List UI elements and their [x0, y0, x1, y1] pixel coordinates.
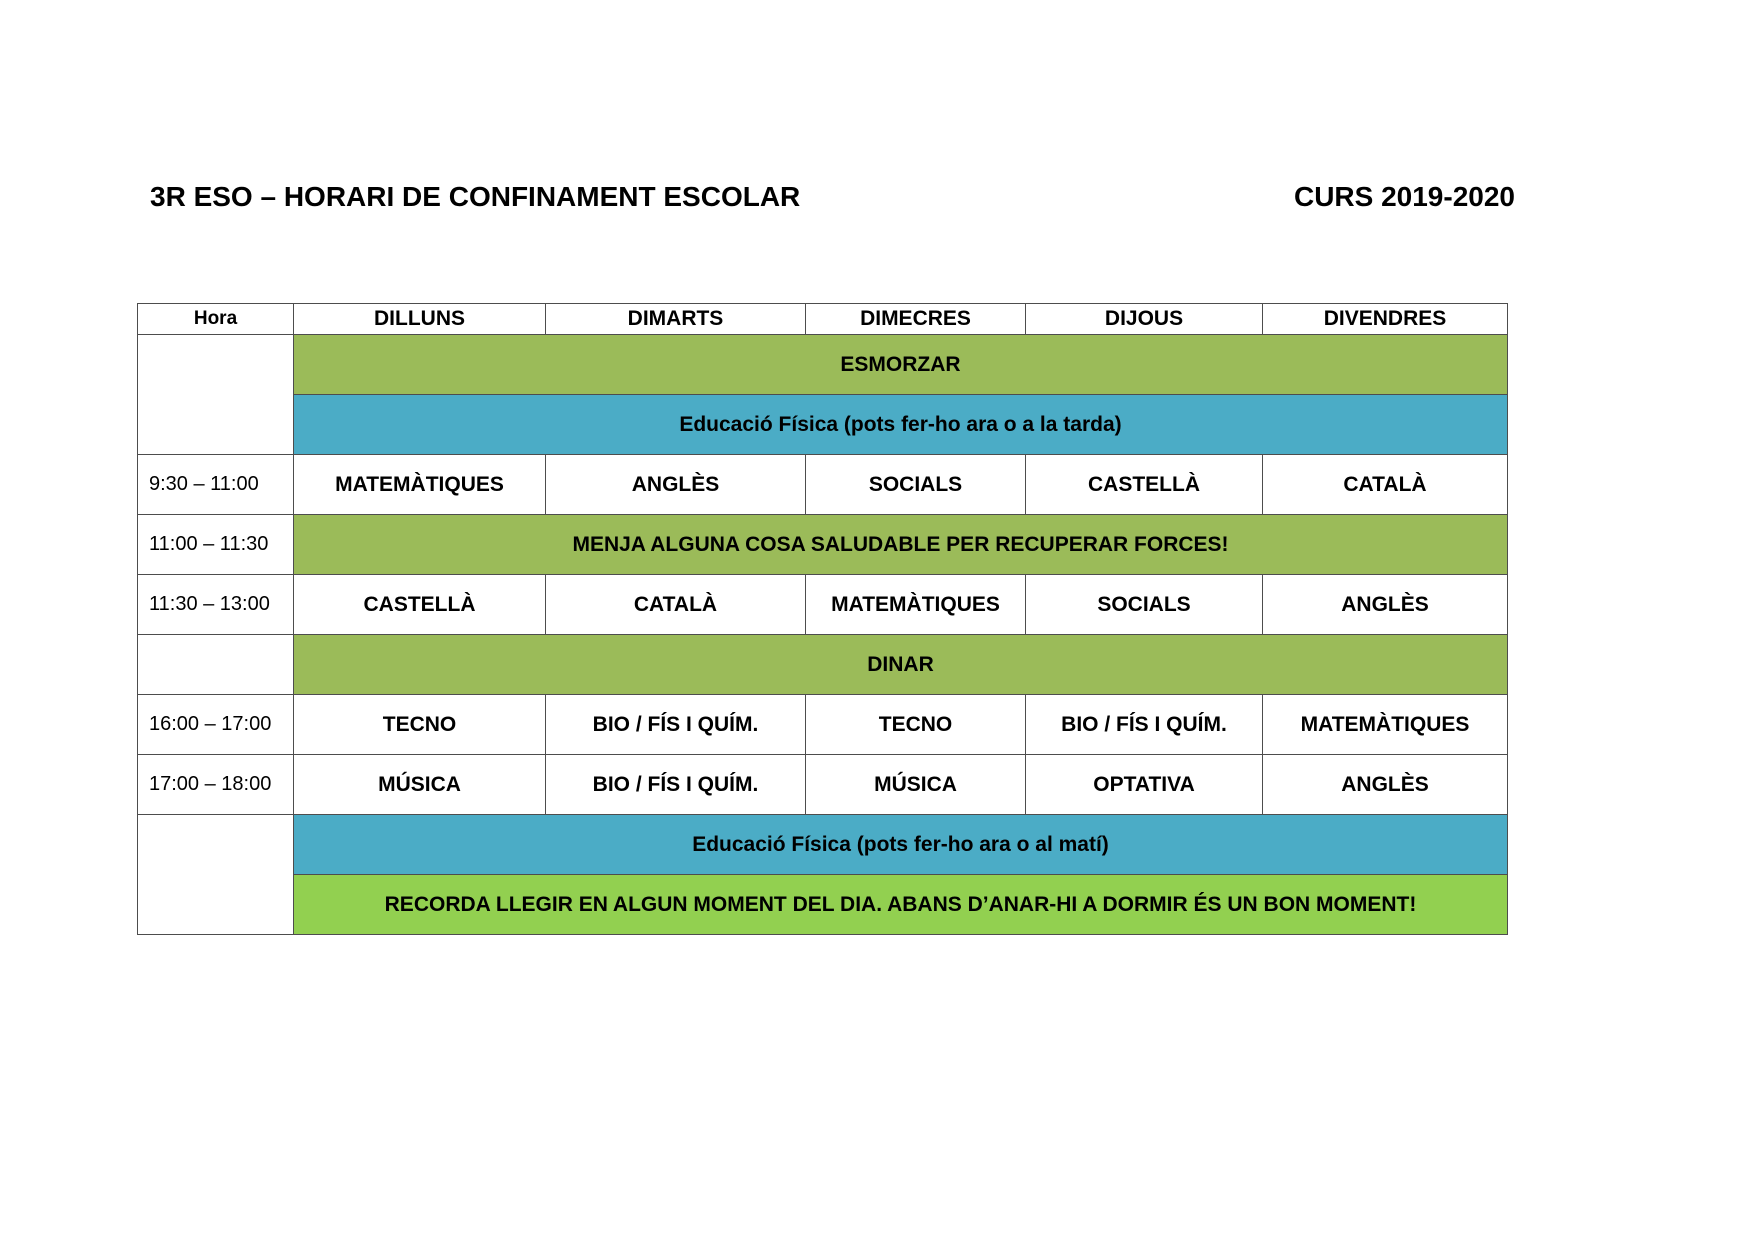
time-cell: 11:00 – 11:30 — [138, 515, 294, 575]
pe-morning-text: Educació Física (pots fer-ho ara o a la tarda) — [679, 412, 1122, 436]
subject-cell: OPTATIVA — [1026, 755, 1263, 815]
time-cell: 16:00 – 17:00 — [138, 695, 294, 755]
time-cell: 9:30 – 11:00 — [138, 455, 294, 515]
breakfast-band: ESMORZAR — [294, 335, 1508, 395]
time-cell-empty — [138, 815, 294, 935]
reading-band: RECORDA LLEGIR EN ALGUN MOMENT DEL DIA. ABANS D’ANAR-HI A DORMIR ÉS UN BON MOMENT! — [294, 875, 1508, 935]
course-label: CURS 2019-2020 — [1293, 181, 1515, 212]
table-row — [138, 575, 1508, 635]
pe-afternoon-text: Educació Física (pots fer-ho ara o al matí) — [692, 832, 1109, 856]
lunch-row — [138, 635, 1508, 695]
pe-afternoon-row — [138, 815, 1508, 875]
subject-cell: CASTELLÀ — [294, 575, 546, 635]
schedule-table — [137, 303, 1508, 935]
subject-cell: ANGLÈS — [1263, 575, 1508, 635]
hour-column-header: Hora — [138, 304, 294, 335]
snack-row — [138, 515, 1508, 575]
reading-row — [138, 875, 1508, 935]
time-cell-empty — [138, 335, 294, 455]
time-cell: 11:30 – 13:00 — [138, 575, 294, 635]
subject-cell: TECNO — [294, 695, 546, 755]
day-header-monday: DILLUNS — [294, 304, 546, 335]
subject-cell: CASTELLÀ — [1026, 455, 1263, 515]
subject-cell: SOCIALS — [806, 455, 1026, 515]
subject-cell: BIO / FÍS I QUÍM. — [546, 755, 806, 815]
subject-cell: TECNO — [806, 695, 1026, 755]
day-header-wednesday: DIMECRES — [806, 304, 1026, 335]
table-row — [138, 455, 1508, 515]
day-header-thursday: DIJOUS — [1026, 304, 1263, 335]
subject-cell: SOCIALS — [1026, 575, 1263, 635]
subject-cell: MÚSICA — [294, 755, 546, 815]
day-header-tuesday: DIMARTS — [546, 304, 806, 335]
breakfast-row — [138, 335, 1508, 395]
pe-morning-row — [138, 395, 1508, 455]
time-cell: 17:00 – 18:00 — [138, 755, 294, 815]
lunch-band: DINAR — [294, 635, 1508, 695]
subject-cell: BIO / FÍS I QUÍM. — [1026, 695, 1263, 755]
subject-cell: MATEMÀTIQUES — [806, 575, 1026, 635]
table-row — [138, 695, 1508, 755]
document-header — [150, 181, 1515, 213]
snack-band: MENJA ALGUNA COSA SALUDABLE PER RECUPERAR FORCES! — [294, 515, 1508, 575]
subject-cell: BIO / FÍS I QUÍM. — [546, 695, 806, 755]
subject-cell: ANGLÈS — [546, 455, 806, 515]
subject-cell: MATEMÀTIQUES — [294, 455, 546, 515]
table-row — [138, 755, 1508, 815]
header-row — [138, 304, 1508, 335]
pe-morning-band — [294, 395, 1508, 455]
time-cell-empty — [138, 635, 294, 695]
subject-cell: CATALÀ — [1263, 455, 1508, 515]
subject-cell: MÚSICA — [806, 755, 1026, 815]
page-title: 3R ESO – HORARI DE CONFINAMENT ESCOLAR — [150, 181, 801, 212]
subject-cell: MATEMÀTIQUES — [1263, 695, 1508, 755]
subject-cell: CATALÀ — [546, 575, 806, 635]
pe-afternoon-band — [294, 815, 1508, 875]
day-header-friday: DIVENDRES — [1263, 304, 1508, 335]
subject-cell: ANGLÈS — [1263, 755, 1508, 815]
